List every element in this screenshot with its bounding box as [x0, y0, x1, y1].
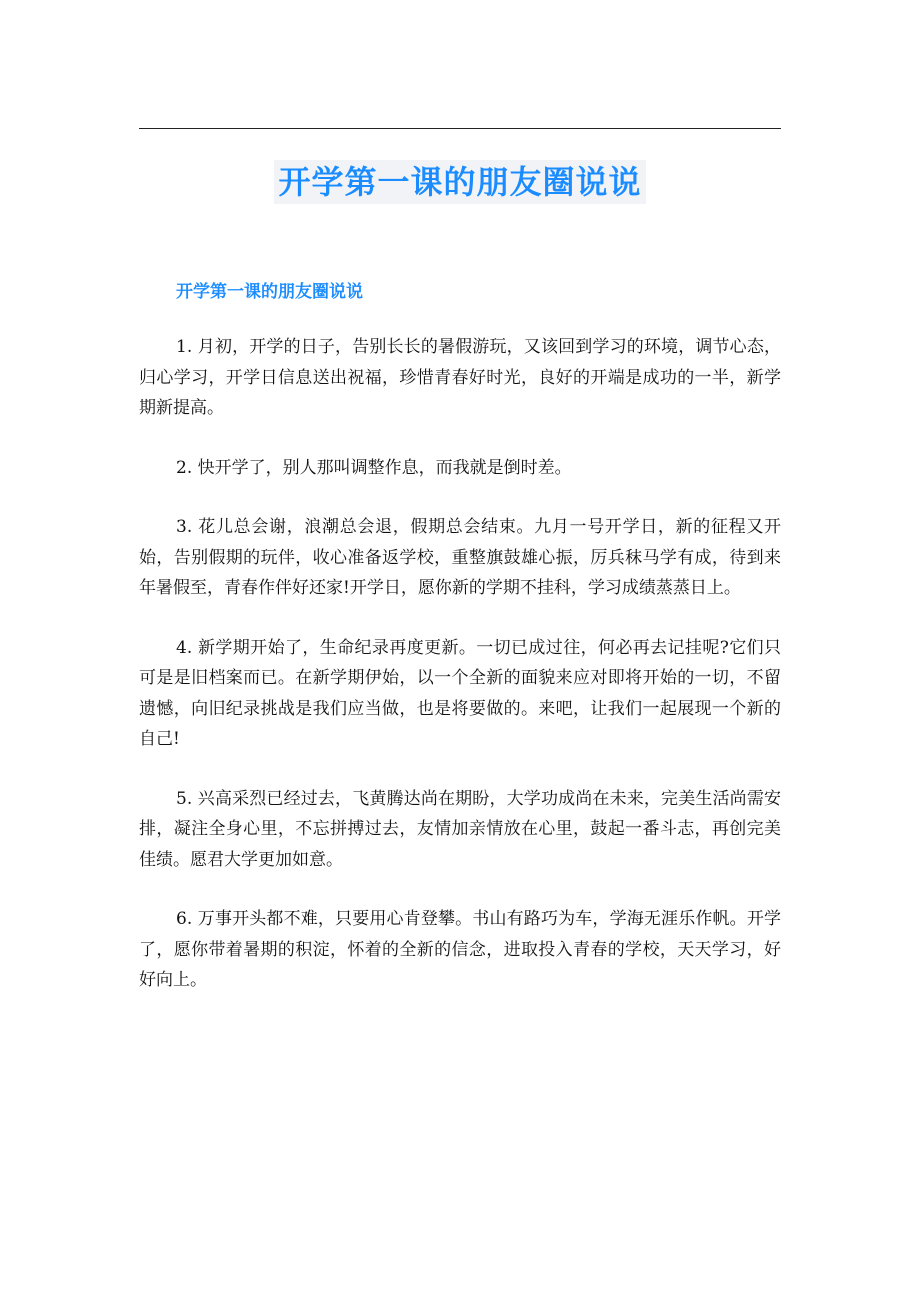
paragraph-list [139, 332, 781, 1025]
paragraph-3: 3. 花儿总会谢，浪潮总会退，假期总会结束。九月一号开学日，新的征程又开始，告别假期的玩伴，收心准备返学校，重整旗鼓雄心振，厉兵秣马学有成，待到来年暑假至，青春作伴好还家!开学日，愿你新的学期不挂科，学习成绩蒸蒸日上。 [139, 517, 781, 598]
header-rule [139, 128, 781, 129]
document-page [139, 0, 781, 1302]
title-container [139, 160, 781, 204]
paragraph-4: 4. 新学期开始了，生命纪录再度更新。一切已成过往，何必再去记挂呢?它们只可是是旧档案而已。在新学期伊始，以一个全新的面貌来应对即将开始的一切，不留遗憾，向旧纪录挑战是我们应当做，也是将要做的。来吧，让我们一起展现一个新的自己! [139, 637, 781, 749]
paragraph-2: 2. 快开学了，别人那叫调整作息，而我就是倒时差。 [176, 457, 572, 478]
document-title: 开学第一课的朋友圈说说 [274, 160, 645, 204]
paragraph-1: 1. 月初，开学的日子，告别长长的暑假游玩，又该回到学习的环境，调节心态，归心学习，开学日信息送出祝福，珍惜青春好时光，良好的开端是成功的一半，新学期新提高。 [139, 337, 781, 418]
paragraph-6: 6. 万事开头都不难，只要用心肯登攀。书山有路巧为车，学海无涯乐作帆。开学了，愿你带着暑期的积淀，怀着的全新的信念，进取投入青春的学校，天天学习，好好向上。 [139, 909, 781, 990]
section-heading: 开学第一课的朋友圈说说 [176, 282, 363, 302]
paragraph-5: 5. 兴高采烈已经过去，飞黄腾达尚在期盼，大学功成尚在未来，完美生活尚需安排，凝注全身心里，不忘拼搏过去，友情加亲情放在心里，鼓起一番斗志，再创完美佳绩。愿君大学更加如意。 [139, 788, 781, 870]
